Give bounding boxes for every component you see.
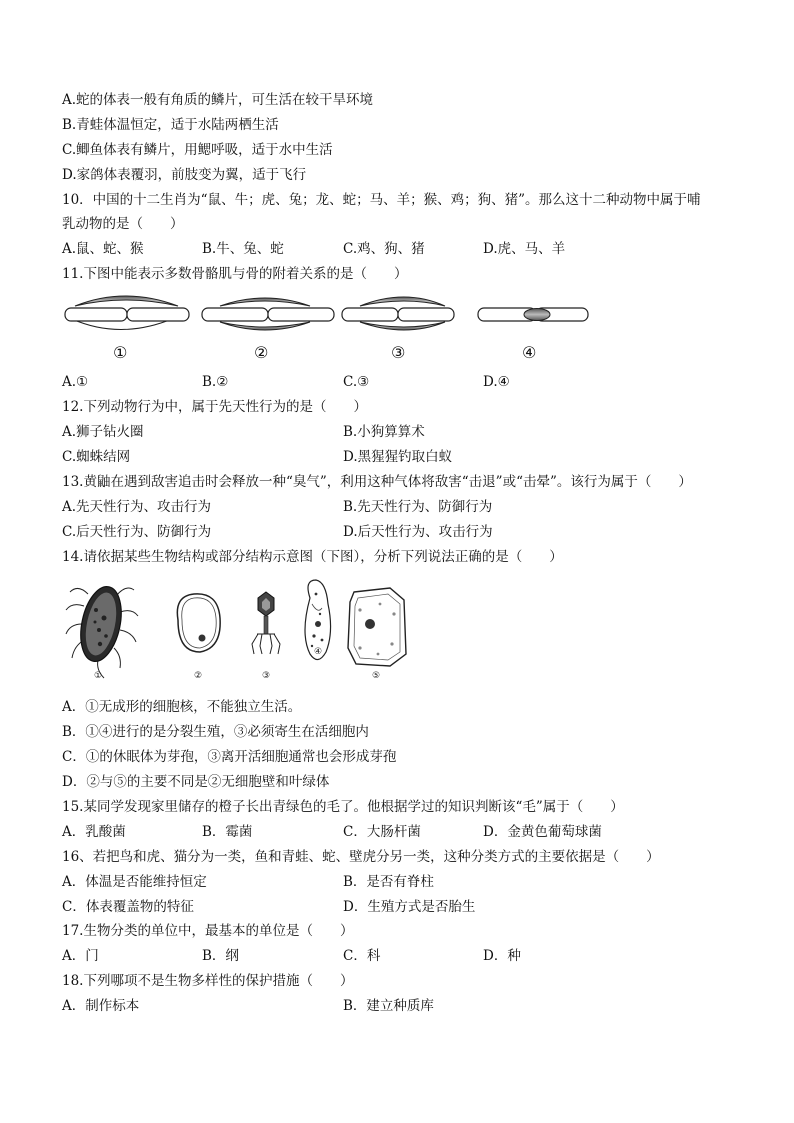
q13-option-b: B.先天性行为、防御行为 — [343, 499, 493, 515]
q14-figure-label-3: ③ — [262, 671, 271, 681]
q10-option-c: C.鸡、狗、猪 — [343, 241, 425, 257]
q10-option-a: A.鼠、蛇、猴 — [62, 241, 144, 257]
muscle-diagram-3 — [342, 297, 454, 330]
q9-option-d: D.家鸽体表覆羽，前肢变为翼，适于飞行 — [62, 167, 307, 183]
q15-option-b: B．霉菌 — [202, 824, 253, 840]
q12-option-a: A.狮子钻火圈 — [62, 424, 144, 440]
q16-option-c: C．体表覆盖物的特征 — [62, 899, 194, 915]
q16-option-b: B．是否有脊柱 — [343, 874, 434, 890]
q10-option-b: B.牛、兔、蛇 — [202, 241, 284, 257]
q11-stem: 11.下图中能表示多数骨骼肌与骨的附着关系的是（ ） — [62, 266, 408, 282]
q11-figure-label-2: ② — [254, 343, 269, 362]
q14-figure-label-1: ① — [94, 671, 103, 681]
q16-option-a: A．体温是否能维持恒定 — [62, 874, 207, 890]
muscle-diagram-4 — [478, 308, 588, 321]
q13-stem: 13.黄鼬在遇到敌害追击时会释放一种“臭气”，利用这种气体将敌害“击退”或“击晕”。该行为属于（ ） — [62, 474, 692, 490]
q13-option-a: A.先天性行为、攻击行为 — [62, 499, 212, 515]
q15-option-d: D．金黄色葡萄球菌 — [483, 824, 602, 840]
q9-option-b: B.青蛙体温恒定，适于水陆两栖生活 — [62, 117, 279, 133]
q17-stem: 17.生物分类的单位中，最基本的单位是（ ） — [62, 923, 354, 939]
q11-figure-label-1: ① — [113, 343, 128, 362]
q18-option-a: A．制作标本 — [62, 998, 140, 1014]
q18-option-b: B．建立种质库 — [343, 998, 434, 1014]
q14-option-a: A．①无成形的细胞核，不能独立生活。 — [62, 699, 302, 715]
q15-option-c: C．大肠杆菌 — [343, 824, 421, 840]
q14-option-b: B．①④进行的是分裂生殖，③必须寄生在活细胞内 — [62, 724, 369, 740]
q14-figure-label-2: ② — [194, 671, 203, 681]
q11-figure-label-4: ④ — [522, 343, 537, 362]
q15-option-a: A．乳酸菌 — [62, 824, 126, 840]
q12-option-c: C.蜘蛛结网 — [62, 449, 131, 465]
q12-option-b: B.小狗算算术 — [343, 424, 425, 440]
muscle-diagram-1 — [65, 296, 189, 330]
q14-option-c: C．①的休眠体为芽孢，③离开活细胞通常也会形成芽孢 — [62, 749, 397, 765]
q10-option-d: D.虎、马、羊 — [483, 241, 566, 257]
q17-option-d: D．种 — [483, 948, 521, 964]
q11-option-c: C.③ — [343, 374, 370, 390]
q11-option-a: A.① — [62, 374, 89, 390]
paramecium-diagram — [305, 580, 331, 660]
q17-option-a: A．门 — [62, 948, 99, 964]
muscle-diagram-2 — [202, 298, 334, 330]
bacterium-diagram — [66, 583, 138, 681]
q14-figure-label-5: ⑤ — [372, 671, 381, 681]
q14-figure-label-4: ④ — [314, 647, 323, 657]
animal-cell-diagram — [177, 594, 220, 681]
q12-option-d: D.黑猩猩钓取白蚁 — [343, 449, 453, 465]
q11-figure-label-3: ③ — [391, 343, 406, 362]
q13-option-c: C.后天性行为、防御行为 — [62, 524, 212, 540]
q14-figure — [60, 574, 410, 684]
q11-option-b: B.② — [202, 374, 229, 390]
q14-option-d: D．②与⑤的主要不同是②无细胞壁和叶绿体 — [62, 774, 330, 790]
q16-stem: 16、若把鸟和虎、猫分为一类，鱼和青蛙、蛇、壁虎分另一类，这种分类方式的主要依据是（ ） — [62, 849, 660, 865]
q9-option-a: A.蛇的体表一般有角质的鳞片，可生活在较干旱环境 — [62, 92, 374, 108]
q15-stem: 15.某同学发现家里储存的橙子长出青绿色的毛了。他根据学过的知识判断该“毛”属于（ ） — [62, 799, 624, 815]
q13-option-d: D.后天性行为、攻击行为 — [343, 524, 493, 540]
virus-diagram — [252, 592, 280, 681]
q17-option-c: C．科 — [343, 948, 381, 964]
q12-stem: 12.下列动物行为中，属于先天性行为的是（ ） — [62, 399, 367, 415]
q17-option-b: B．纲 — [202, 948, 239, 964]
q11-option-d: D.④ — [483, 374, 510, 390]
q10-stem-line1: 10．中国的十二生肖为“鼠、牛；虎、兔；龙、蛇；马、羊；猴、鸡；狗、猪”。那么这十二种动物中属于哺 — [62, 192, 701, 208]
q16-option-d: D．生殖方式是否胎生 — [343, 899, 476, 915]
q9-option-c: C.鲫鱼体表有鳞片，用鳃呼吸，适于水中生活 — [62, 142, 333, 158]
q14-stem: 14.请依据某些生物结构或部分结构示意图（下图），分析下列说法正确的是（ ） — [62, 549, 563, 565]
plant-cell-diagram — [348, 588, 406, 681]
q11-figure — [60, 292, 600, 342]
q18-stem: 18.下列哪项不是生物多样性的保护措施（ ） — [62, 973, 354, 989]
q10-stem-line2: 乳动物的是（ ） — [62, 216, 184, 232]
